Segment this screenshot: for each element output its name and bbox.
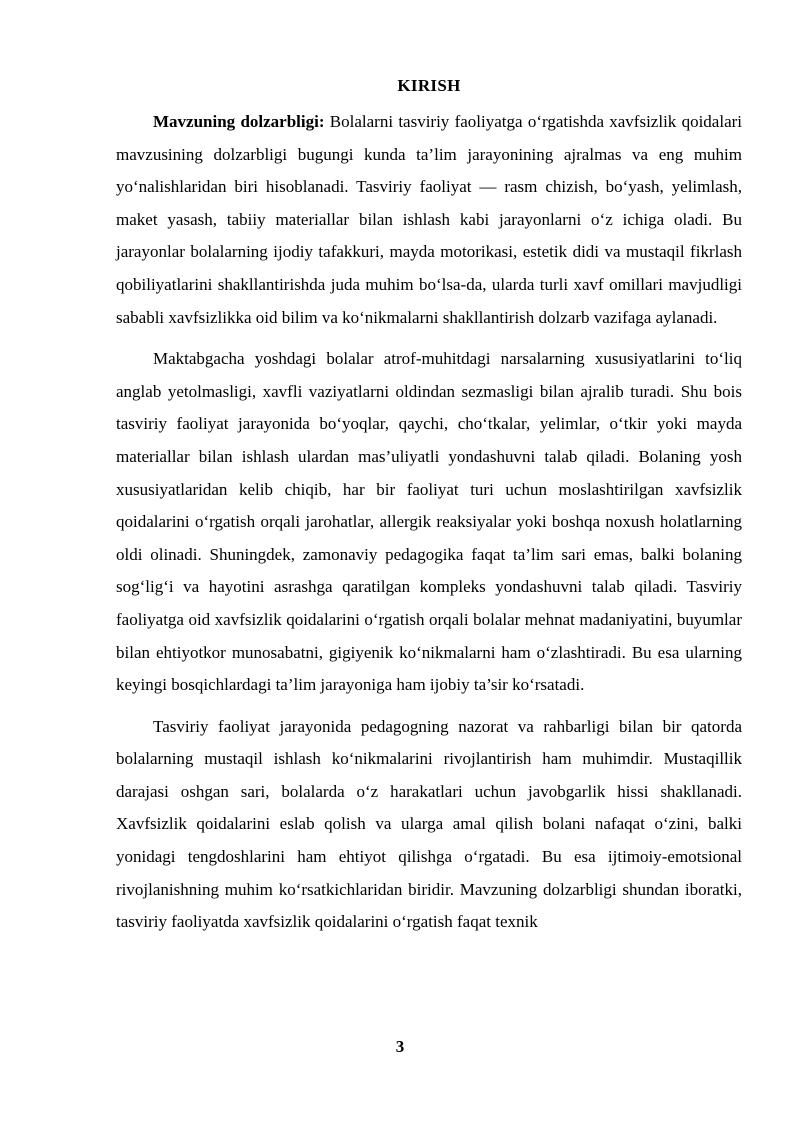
paragraph-text: Maktabgacha yoshdagi bolalar atrof-muhitdagi narsalarning xususiyatlarini to‘liq anglab yetolmasligi, xavfli vaziyatlarni oldindan sezmasligi bilan ajralib turadi. Shu bois tasviriy faoliyat jarayonida bo‘yoqlar, qaychi, cho‘tkalar, yelimlar, o‘tkir yoki mayda materiallar bilan ishlash ulardan mas’uliyatli yondashuvni talab qiladi. Bolaning yosh xususiyatlaridan kelib chiqib, har bir faoliyat turi uchun moslashtirilgan xavfsizlik qoidalarini o‘rgatish orqali jarohatlar, allergik reaksiyalar yoki boshqa noxush holatlarning oldi olinadi. Shuningdek, zamonaviy pedagogika faqat ta’lim sari emas, balki bolaning sog‘lig‘i va hayotini asrashga qaratilgan kompleks yondashuvni talab qiladi. Tasviriy faoliyatga oid xavfsizlik qoidalarini o‘rgatish orqali bolalar mehnat madaniyatini, buyumlar bilan ehtiyotkor munosabatni, gigiyenik ko‘nikmalarni ham o‘zlashtiradi. Bu esa ularning keyingi bosqichlardagi ta’lim jarayoniga ham ijobiy ta’sir ko‘rsatadi. xyxy=(116,349,742,695)
paragraph-3 xyxy=(116,711,742,939)
paragraph-text: Bolalarni tasviriy faoliyatga o‘rgatishda xavfsizlik qoidalari mavzusining dolzarbligi bugungi kunda ta’lim jarayonining ajralmas va eng muhim yo‘nalishlaridan biri hisoblanadi. Tasviriy faoliyat — rasm chizish, bo‘yash, yelimlash, maket yasash, tabiiy materiallar bilan ishlash kabi jarayonlarni o‘z ichiga oladi. Bu jarayonlar bolalarning ijodiy tafakkuri, mayda motorikasi, estetik didi va mustaqil fikrlash qobiliyatlarini shakllantirishda juda muhim bo‘lsa-da, ularda turli xavf omillari mavjudligi sababli xavfsizlikka oid bilim va ko‘nikmalarni shakllantirish dolzarb vazifaga aylanadi. xyxy=(116,112,742,327)
page-title: KIRISH xyxy=(397,76,461,95)
paragraph-2 xyxy=(116,343,742,702)
page-number: 3 xyxy=(395,1037,405,1056)
paragraph-text: Tasviriy faoliyat jarayonida pedagogning nazorat va rahbarligi bilan bir qatorda bolalarning mustaqil ishlash ko‘nikmalarini rivojlantirish ham muhimdir. Mustaqillik darajasi oshgan sari, bolalarda o‘z harakatlari uchun javobgarlik hissi shakllanadi. Xavfsizlik qoidalarini eslab qolish va ularga amal qilish bolani nafaqat o‘zini, balki yonidagi tengdoshlarini ham ehtiyot qilishga o‘rgatadi. Bu esa ijtimoiy-emotsional rivojlanishning muhim ko‘rsatkichlaridan biridir. Mavzuning dolzarbligi shundan iboratki, tasviriy faoliyatda xavfsizlik qoidalarini o‘rgatish faqat texnik xyxy=(116,716,742,932)
paragraph-1 xyxy=(116,106,742,334)
paragraph-lead: Mavzuning dolzarbligi: xyxy=(153,112,325,131)
